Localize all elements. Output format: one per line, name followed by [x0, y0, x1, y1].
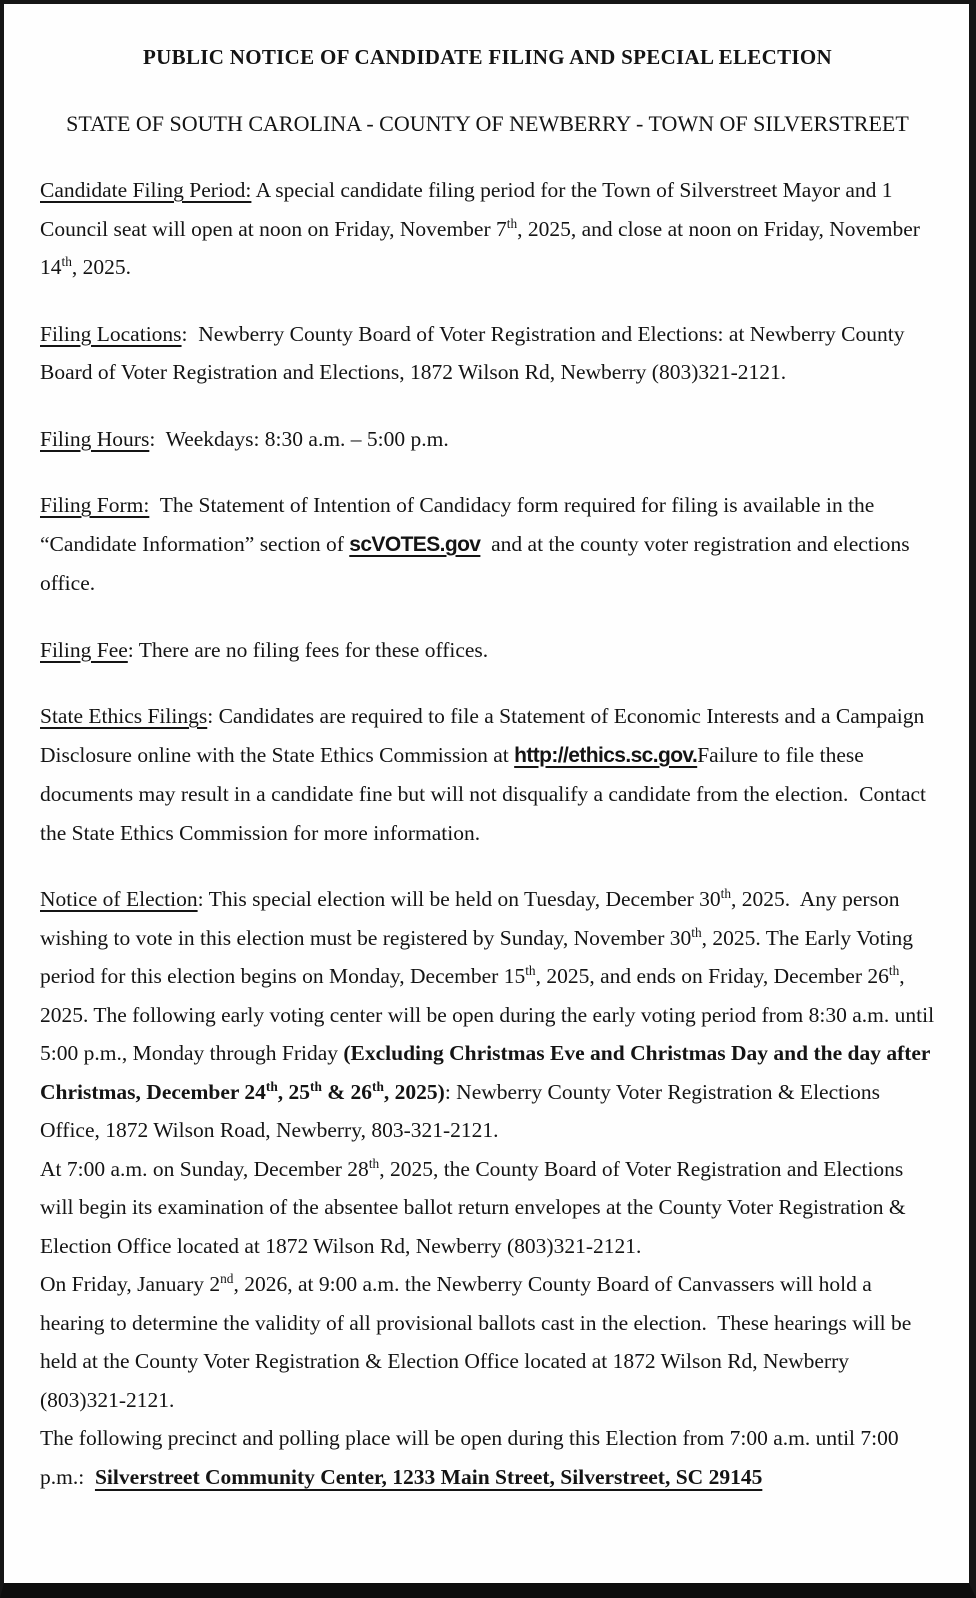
- superscript: th: [368, 1155, 380, 1171]
- text-run: : Weekdays: 8:30 a.m. – 5:00 p.m.: [149, 426, 449, 451]
- paragraph-notice-of-election: [40, 880, 940, 1150]
- notice-document: [4, 4, 969, 1496]
- url-text: http://ethics.sc.gov.: [514, 743, 698, 767]
- paragraph-filing-form: [40, 486, 935, 603]
- paragraph-filing-hours: [40, 420, 935, 459]
- text-run: , 2025.: [71, 255, 131, 279]
- superscript: th: [372, 1078, 384, 1094]
- text-run: : Newberry County Board of Voter Registration and Elections: at Newberry County Board of Voter Registration and Elections, 1872 Wilson Rd, Newberry (803)321-2121.: [40, 321, 910, 384]
- text-run: The following precinct and polling place will be open during this Election from 7:00 a.m. until 7:00 p.m.:: [40, 1426, 904, 1489]
- text-run: , 2025): [383, 1079, 445, 1104]
- url-text: scVOTES.gov: [349, 532, 481, 556]
- paragraph-provisional-ballot-hearing: [40, 1265, 935, 1419]
- text-run: : Newberry County Voter Registration & Elections Office, 1872 Wilson Road, Newberry, 803-321-2121.: [40, 1079, 886, 1142]
- paragraph-absentee-ballot-examination: [40, 1150, 935, 1266]
- superscript: th: [720, 885, 732, 901]
- paragraph-filing-fee: [40, 631, 935, 670]
- text-run: , 25: [277, 1079, 311, 1104]
- superscript: th: [691, 924, 702, 940]
- section-label: Notice of Election: [40, 887, 198, 911]
- text-run: Failure to file these documents may result in a candidate fine but will not disqualify a candidate from the election. Contact the State Ethics Commission for more information.: [40, 742, 932, 845]
- superscript: th: [525, 962, 536, 978]
- section-label: Filing Locations: [40, 321, 182, 346]
- section-label: State Ethics Filings: [40, 704, 208, 728]
- section-label: Candidate Filing Period:: [40, 178, 252, 202]
- notice-subtitle: STATE OF SOUTH CAROLINA - COUNTY OF NEWBERRY - TOWN OF SILVERSTREET: [66, 110, 909, 136]
- text-run: : There are no filing fees for these offices.: [127, 637, 489, 662]
- text-run: The Statement of Intention of Candidacy form required for filing is available in the “Candidate Information” section of: [40, 493, 880, 556]
- text-run: , 2025, the County Board of Voter Registration and Elections will begin its examination of the absentee ballot return envelopes at the County Voter Registration & Election Office located at 1872 Wilson Rd, Newberry (803)321-2121.: [40, 1156, 911, 1258]
- text-run: : This special election will be held on Tuesday, December 30: [197, 887, 721, 911]
- section-label: Filing Hours: [40, 426, 150, 451]
- paragraph-precinct-polling-place: [40, 1419, 935, 1496]
- text-run: & 26: [321, 1079, 373, 1104]
- paragraph-filing-locations: [40, 315, 935, 392]
- text-run: Silverstreet Community Center, 1233 Main Street, Silverstreet, SC 29145: [94, 1464, 763, 1489]
- paragraph-candidate-filing-period: [40, 171, 935, 287]
- superscript: th: [265, 1078, 278, 1094]
- text-run: , 2025. The following early voting center will be open during the early voting period from 8:30 a.m. until 5:00 p.m., Monday through Friday: [40, 964, 940, 1065]
- text-run: , 2025. The Early Voting period for this election begins on Monday, December 15: [40, 925, 919, 988]
- text-run: At 7:00 a.m. on Sunday, December 28: [40, 1156, 369, 1181]
- text-run: , 2025, and close at noon on Friday, November 14: [40, 216, 926, 279]
- superscript: nd: [220, 1270, 234, 1286]
- text-run: (Excluding Christmas Eve and Christmas Day and the day after Christmas, December 24: [40, 1041, 936, 1104]
- superscript: th: [310, 1078, 322, 1094]
- text-run: : Candidates are required to file a Statement of Economic Interests and a Campaign Disclosure online with the State Ethics Commission at: [40, 704, 930, 767]
- superscript: th: [61, 253, 72, 269]
- text-run: , 2025. Any person wishing to vote in this election must be registered by Sunday, November 30: [40, 887, 905, 950]
- text-run: A special candidate filing period for the Town of Silverstreet Mayor and 1 Council seat will open at noon on Friday, November 7: [40, 178, 898, 241]
- section-label: Filing Form:: [40, 493, 150, 517]
- text-run: On Friday, January 2: [40, 1272, 221, 1296]
- section-label: Filing Fee: [40, 637, 128, 662]
- text-run: and at the county voter registration and elections office.: [40, 531, 916, 595]
- notice-title: PUBLIC NOTICE OF CANDIDATE FILING AND SPECIAL ELECTION: [143, 45, 832, 69]
- text-run: , 2026, at 9:00 a.m. the Newberry County Board of Canvassers will hold a hearing to determine the validity of all provisional ballots cast in the election. These hearings will be held at the County Voter Registration & Election Office located at 1872 Wilson Rd, Newberry (803)321-2121.: [40, 1272, 917, 1412]
- notice-sections: [40, 171, 940, 1496]
- text-run: , 2025, and ends on Friday, December 26: [535, 964, 889, 988]
- paragraph-state-ethics-filings: [40, 697, 935, 852]
- superscript: th: [888, 962, 900, 978]
- superscript: th: [506, 215, 518, 231]
